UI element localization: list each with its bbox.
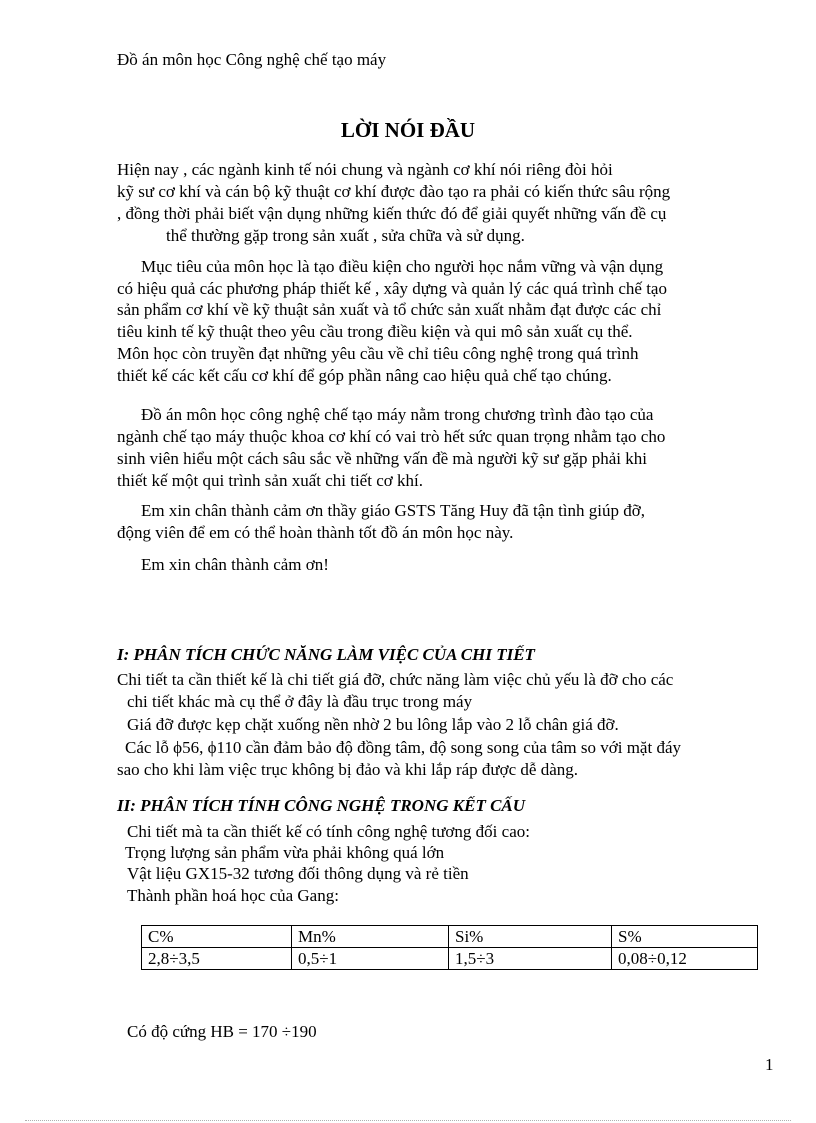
section-1-line-4: Các lỗ ϕ56, ϕ110 cần đảm bảo độ đồng tâm, độ song song của tâm so với mặt đáy [125, 738, 681, 757]
goal-line-5: Môn học còn truyền đạt những yêu cầu về chỉ tiêu công nghệ trong quá trình [117, 344, 639, 363]
table-cell: 1,5÷3 [449, 948, 612, 970]
table-cell: 2,8÷3,5 [142, 948, 292, 970]
table-row [142, 948, 758, 970]
section-2-line-3: Vật liệu GX15-32 tương đối thông dụng và rẻ tiền [127, 864, 469, 883]
intro-line-3: , đồng thời phải biết vận dụng những kiến thức đó để giải quyết những vấn đề cụ [117, 204, 667, 223]
section-1-line-3: Giá đỡ được kẹp chặt xuống nền nhờ 2 bu lông lắp vào 2 lỗ chân giá đỡ. [127, 715, 619, 734]
section-1-line-2: chi tiết khác mà cụ thể ở đây là đầu trục trong máy [127, 692, 473, 711]
section-2-line-4: Thành phần hoá học của Gang: [127, 886, 339, 905]
table-cell: 0,5÷1 [292, 948, 449, 970]
section-2-line-1: Chi tiết mà ta cần thiết kế có tính công nghệ tương đối cao: [127, 822, 530, 841]
page-number: 1 [765, 1055, 774, 1074]
section-2-line-2: Trọng lượng sản phẩm vừa phải không quá lớn [125, 843, 445, 862]
section-1-heading: I: PHÂN TÍCH CHỨC NĂNG LÀM VIỆC CỦA CHI TIẾT [117, 645, 535, 664]
section-2-heading: II: PHÂN TÍCH TÍNH CÔNG NGHỆ TRONG KẾT CẤU [117, 796, 526, 815]
intro-line-1: Hiện nay , các ngành kinh tế nói chung và ngành cơ khí nói riêng đòi hỏi [117, 160, 613, 179]
goal-line-6: thiết kế các kết cấu cơ khí để góp phần nâng cao hiệu quả chế tạo chúng. [117, 366, 612, 385]
goal-line-1: Mục tiêu của môn học là tạo điều kiện cho người học nắm vững và vận dụng [141, 257, 664, 276]
goal-line-4: tiêu kinh tế kỹ thuật theo yêu cầu trong điều kiện và qui mô sản xuất cụ thể. [117, 322, 633, 341]
project-line-1: Đồ án môn học công nghệ chế tạo máy nằm trong chương trình đào tạo của [141, 405, 654, 424]
table-header-cell: S% [612, 926, 758, 948]
page-bottom-divider [25, 1120, 791, 1121]
table-header-cell: Si% [449, 926, 612, 948]
chemical-composition-table [141, 925, 758, 970]
table-header-cell: C% [142, 926, 292, 948]
thanks-line-2: động viên để em có thể hoàn thành tốt đồ án môn học này. [117, 523, 514, 542]
intro-line-2: kỹ sư cơ khí và cán bộ kỹ thuật cơ khí được đào tạo ra phải có kiến thức sâu rộng [117, 182, 671, 201]
table-cell: 0,08÷0,12 [612, 948, 758, 970]
project-line-3: sinh viên hiểu một cách sâu sắc về những vấn đề mà người kỹ sư gặp phải khi [117, 449, 647, 468]
project-line-2: ngành chế tạo máy thuộc khoa cơ khí có vai trò hết sức quan trọng nhằm tạo cho [117, 427, 666, 446]
project-line-4: thiết kế một qui trình sản xuất chi tiết cơ khí. [117, 471, 423, 490]
goal-line-3: sản phẩm cơ khí về kỹ thuật sản xuất và tổ chức sản xuất nhằm đạt được các chỉ [117, 300, 662, 319]
page-title: LỜI NÓI ĐẦU [340, 118, 476, 142]
section-1-line-5: sao cho khi làm việc trục không bị đảo và khi lắp ráp được dễ dàng. [117, 760, 579, 779]
section-1-line-1: Chi tiết ta cần thiết kế là chi tiết giá đỡ, chức năng làm việc chủ yếu là đỡ cho các [117, 670, 674, 689]
table-header-cell: Mn% [292, 926, 449, 948]
hardness-line: Có độ cứng HB = 170 ÷190 [127, 1022, 317, 1041]
thanks-closing: Em xin chân thành cảm ơn! [141, 555, 329, 574]
intro-line-4: thể thường gặp trong sản xuất , sửa chữa và sử dụng. [166, 226, 525, 245]
running-header: Đồ án môn học Công nghệ chế tạo máy [117, 50, 387, 69]
goal-line-2: có hiệu quả các phương pháp thiết kế , xây dựng và quản lý các quá trình chế tạo [117, 279, 667, 298]
thanks-line-1: Em xin chân thành cảm ơn thầy giáo GSTS Tăng Huy đã tận tình giúp đỡ, [141, 501, 645, 520]
table-header-row [142, 926, 758, 948]
